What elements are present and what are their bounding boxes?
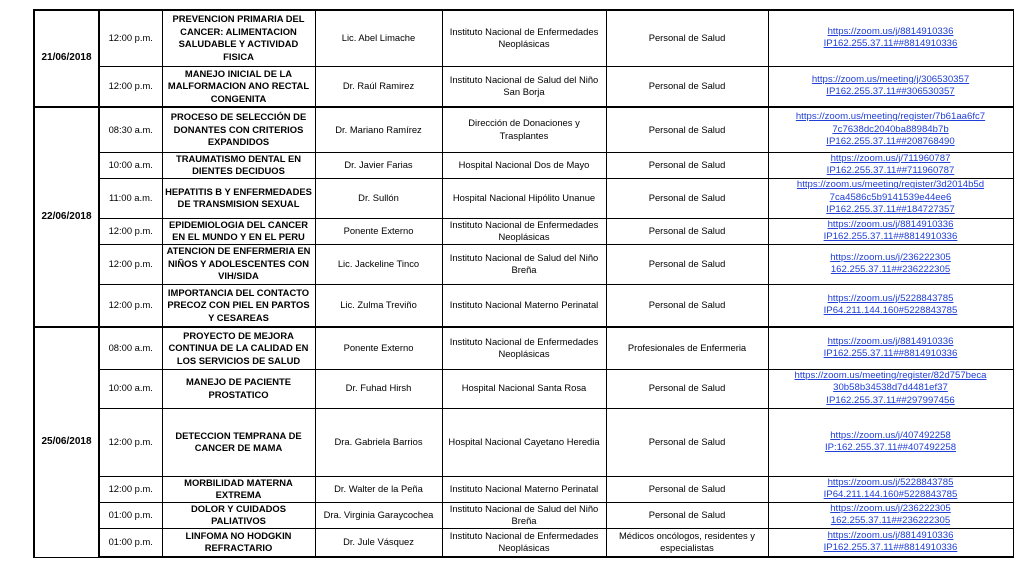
session-institution: Instituto Nacional de Salud del Niño San Borja	[442, 66, 606, 107]
schedule-table	[33, 9, 1014, 558]
session-speaker: Dra. Gabriela Barrios	[315, 408, 442, 476]
session-institution: Instituto Nacional Materno Perinatal	[442, 284, 606, 327]
session-institution: Instituto Nacional de Salud del Niño Breña	[442, 244, 606, 284]
session-topic: HEPATITIS B Y ENFERMEDADES DE TRANSMISION SEXUAL	[162, 178, 315, 218]
zoom-link[interactable]: https://zoom.us/meeting/j/306530357	[811, 73, 970, 85]
zoom-link[interactable]: https://zoom.us/j/8814910336	[827, 25, 954, 37]
table-row	[34, 408, 1013, 476]
table-row	[34, 528, 1013, 557]
session-institution: Instituto Nacional Materno Perinatal	[442, 476, 606, 502]
zoom-link[interactable]: https://zoom.us/j/407492258	[830, 429, 951, 441]
table-row	[34, 369, 1013, 408]
session-time: 12:00 p.m.	[99, 218, 162, 244]
session-institution: Dirección de Donaciones y Trasplantes	[442, 107, 606, 152]
session-institution: Instituto Nacional de Salud del Niño Breña	[442, 502, 606, 528]
table-row	[34, 10, 1013, 66]
session-speaker: Dr. Mariano Ramírez	[315, 107, 442, 152]
zoom-link[interactable]: 7ca4586c5b9141539e44ee6	[829, 191, 952, 203]
zoom-link[interactable]: IP:162.255.37.11##407492258	[824, 442, 957, 453]
session-audience: Personal de Salud	[606, 10, 768, 66]
zoom-link[interactable]: IP64.211.144.160#5228843785	[823, 489, 958, 500]
session-speaker: Ponente Externo	[315, 218, 442, 244]
zoom-link[interactable]: https://zoom.us/meeting/register/82d757beca	[794, 369, 987, 381]
session-time: 12:00 p.m.	[99, 408, 162, 476]
session-links	[768, 107, 1013, 152]
session-topic: IMPORTANCIA DEL CONTACTO PRECOZ CON PIEL EN PARTOS Y CESAREAS	[162, 284, 315, 327]
zoom-link[interactable]: https://zoom.us/j/8814910336	[827, 218, 954, 230]
session-speaker: Lic. Abel Limache	[315, 10, 442, 66]
zoom-link[interactable]: 7c7638dc2040ba88984b7b	[832, 123, 949, 135]
session-institution: Hospital Nacional Dos de Mayo	[442, 152, 606, 178]
table-row	[34, 178, 1013, 218]
session-links	[768, 284, 1013, 327]
session-time: 01:00 p.m.	[99, 502, 162, 528]
table-row	[34, 107, 1013, 152]
table-row	[34, 327, 1013, 369]
session-institution: Hospital Nacional Cayetano Heredia	[442, 408, 606, 476]
zoom-link[interactable]: IP162.255.37.11##8814910336	[823, 348, 958, 360]
session-speaker: Dra. Virginia Garaycochea	[315, 502, 442, 528]
zoom-link[interactable]: https://zoom.us/j/5228843785	[827, 476, 954, 488]
session-time: 12:00 p.m.	[99, 476, 162, 502]
zoom-link[interactable]: https://zoom.us/j/5228843785	[827, 292, 954, 304]
zoom-link[interactable]: https://zoom.us/j/8814910336	[827, 335, 954, 347]
zoom-link[interactable]: IP162.255.37.11##8814910336	[823, 231, 958, 242]
session-institution: Hospital Nacional Santa Rosa	[442, 369, 606, 408]
session-topic: PROYECTO DE MEJORA CONTINUA DE LA CALIDAD EN LOS SERVICIOS DE SALUD	[162, 327, 315, 369]
session-time: 12:00 p.m.	[99, 66, 162, 107]
session-audience: Personal de Salud	[606, 369, 768, 408]
zoom-link[interactable]: https://zoom.us/j/236222305	[830, 502, 951, 514]
session-topic: MORBILIDAD MATERNA EXTREMA	[162, 476, 315, 502]
session-audience: Personal de Salud	[606, 218, 768, 244]
session-institution: Instituto Nacional de Enfermedades Neoplásicas	[442, 327, 606, 369]
zoom-link[interactable]: 162.255.37.11##236222305	[830, 515, 951, 526]
session-links	[768, 10, 1013, 66]
session-time: 12:00 p.m.	[99, 284, 162, 327]
table-row	[34, 502, 1013, 528]
zoom-link[interactable]: https://zoom.us/j/711960787	[830, 152, 951, 164]
session-topic: DETECCION TEMPRANA DE CANCER DE MAMA	[162, 408, 315, 476]
zoom-link[interactable]: IP162.255.37.11##306530357	[826, 86, 955, 98]
session-speaker: Dr. Javier Farias	[315, 152, 442, 178]
table-row	[34, 476, 1013, 502]
session-links	[768, 66, 1013, 107]
zoom-link[interactable]: IP64.211.144.160#5228843785	[823, 305, 958, 317]
session-speaker: Dr. Walter de la Peña	[315, 476, 442, 502]
session-topic: MANEJO DE PACIENTE PROSTATICO	[162, 369, 315, 408]
zoom-link[interactable]: IP162.255.37.11##208768490	[826, 136, 955, 147]
session-date: 25/06/2018	[34, 327, 99, 557]
session-links	[768, 178, 1013, 218]
table-row	[34, 284, 1013, 327]
session-time: 08:00 a.m.	[99, 327, 162, 369]
session-speaker: Ponente Externo	[315, 327, 442, 369]
session-links	[768, 152, 1013, 178]
session-topic: PREVENCION PRIMARIA DEL CANCER: ALIMENTACION SALUDABLE Y ACTIVIDAD FISICA	[162, 10, 315, 66]
session-time: 08:30 a.m.	[99, 107, 162, 152]
zoom-link[interactable]: IP162.255.37.11##711960787	[826, 165, 955, 176]
session-speaker: Dr. Raúl Ramirez	[315, 66, 442, 107]
zoom-link[interactable]: IP162.255.37.11##8814910336	[823, 38, 958, 50]
session-topic: LINFOMA NO HODGKIN REFRACTARIO	[162, 528, 315, 557]
zoom-link[interactable]: IP162.255.37.11##8814910336	[823, 542, 958, 554]
session-time: 12:00 p.m.	[99, 244, 162, 284]
table-row	[34, 218, 1013, 244]
session-audience: Personal de Salud	[606, 178, 768, 218]
session-topic: DOLOR Y CUIDADOS PALIATIVOS	[162, 502, 315, 528]
session-topic: MANEJO INICIAL DE LA MALFORMACION ANO RECTAL CONGENITA	[162, 66, 315, 107]
session-links	[768, 218, 1013, 244]
zoom-link[interactable]: https://zoom.us/meeting/register/3d2014b5d	[796, 179, 985, 191]
session-institution: Hospital Nacional Hipólito Unanue	[442, 178, 606, 218]
table-row	[34, 152, 1013, 178]
session-time: 01:00 p.m.	[99, 528, 162, 557]
schedule-body	[34, 10, 1013, 557]
session-time: 10:00 a.m.	[99, 369, 162, 408]
session-speaker: Lic. Zulma Treviño	[315, 284, 442, 327]
session-audience: Personal de Salud	[606, 502, 768, 528]
session-speaker: Dr. Jule Vásquez	[315, 528, 442, 557]
table-row	[34, 66, 1013, 107]
zoom-link[interactable]: 162.255.37.11##236222305	[830, 264, 951, 275]
session-speaker: Lic. Jackeline Tinco	[315, 244, 442, 284]
session-time: 11:00 a.m.	[99, 178, 162, 218]
session-audience: Personal de Salud	[606, 408, 768, 476]
session-speaker: Dr. Fuhad Hirsh	[315, 369, 442, 408]
session-audience: Personal de Salud	[606, 244, 768, 284]
session-audience: Médicos oncólogos, residentes y especialistas	[606, 528, 768, 557]
session-date: 22/06/2018	[34, 107, 99, 327]
session-audience: Profesionales de Enfermeria	[606, 327, 768, 369]
session-audience: Personal de Salud	[606, 476, 768, 502]
zoom-link[interactable]: IP162.255.37.11##184727357	[826, 204, 955, 216]
session-topic: TRAUMATISMO DENTAL EN DIENTES DECIDUOS	[162, 152, 315, 178]
session-audience: Personal de Salud	[606, 152, 768, 178]
zoom-link[interactable]: https://zoom.us/meeting/register/7b61aa6fc7	[795, 111, 986, 122]
session-audience: Personal de Salud	[606, 66, 768, 107]
zoom-link[interactable]: https://zoom.us/j/8814910336	[827, 529, 954, 541]
zoom-link[interactable]: 30b58b34538d7d4481ef37	[833, 382, 948, 394]
session-speaker: Dr. Sullón	[315, 178, 442, 218]
session-audience: Personal de Salud	[606, 107, 768, 152]
session-links	[768, 327, 1013, 369]
session-links	[768, 528, 1013, 557]
zoom-link[interactable]: IP162.255.37.11##297997456	[826, 394, 955, 406]
session-links	[768, 502, 1013, 528]
session-links	[768, 244, 1013, 284]
session-links	[768, 408, 1013, 476]
session-links	[768, 369, 1013, 408]
table-row	[34, 244, 1013, 284]
session-links	[768, 476, 1013, 502]
session-topic: ATENCION DE ENFERMERIA EN NIÑOS Y ADOLESCENTES CON VIH/SIDA	[162, 244, 315, 284]
session-institution: Instituto Nacional de Enfermedades Neoplásicas	[442, 218, 606, 244]
session-institution: Instituto Nacional de Enfermedades Neoplásicas	[442, 10, 606, 66]
session-institution: Instituto Nacional de Enfermedades Neoplásicas	[442, 528, 606, 557]
session-date: 21/06/2018	[34, 10, 99, 107]
zoom-link[interactable]: https://zoom.us/j/236222305	[830, 251, 951, 263]
session-time: 12:00 p.m.	[99, 10, 162, 66]
session-topic: EPIDEMIOLOGIA DEL CANCER EN EL MUNDO Y EN EL PERU	[162, 218, 315, 244]
session-time: 10:00 a.m.	[99, 152, 162, 178]
session-topic: PROCESO DE SELECCIÓN DE DONANTES CON CRITERIOS EXPANDIDOS	[162, 107, 315, 152]
session-audience: Personal de Salud	[606, 284, 768, 327]
